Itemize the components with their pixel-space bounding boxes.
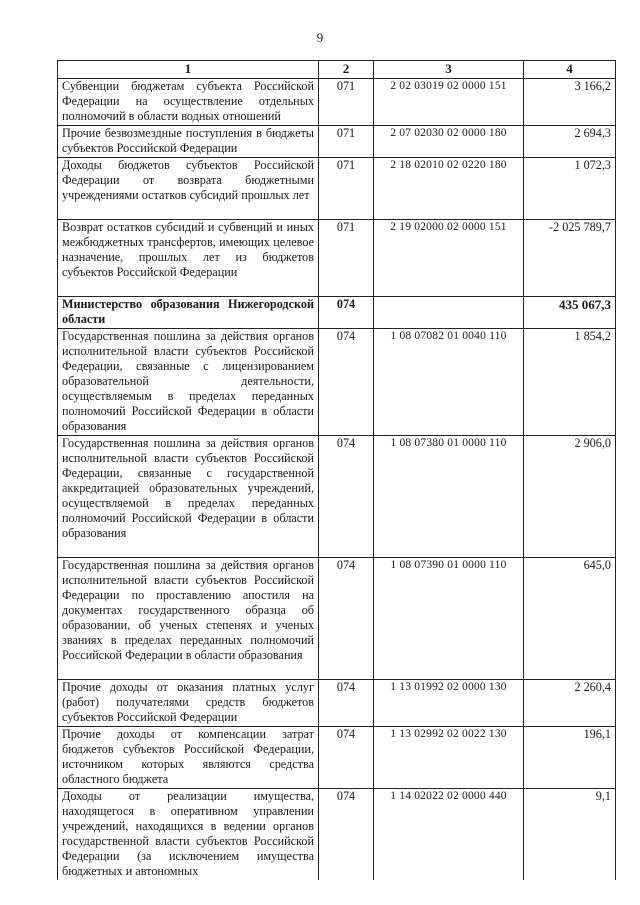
row-budget-code: 2 19 02000 02 0000 151 — [374, 220, 524, 297]
table-row — [58, 558, 616, 680]
ministry-total: 435 067,3 — [524, 297, 616, 329]
table-row — [58, 126, 616, 158]
row-budget-code: 1 08 07390 01 0000 110 — [374, 558, 524, 680]
row-amount: 2 906,0 — [524, 436, 616, 558]
row-admin-code: 071 — [319, 158, 374, 220]
table-row — [58, 158, 616, 220]
row-name: Государственная пошлина за действия органов исполнительной власти субъектов Российской Федерации по проставлению апостиля на документах государственного образца об образовании, об ученых степенях и ученых званиях в пределах переданных полномочий Российской Федерации в области образования — [58, 558, 319, 680]
row-name: Государственная пошлина за действия органов исполнительной власти субъектов Российской Федерации, связанные с лицензированием образовательной деятельности, осуществляемым в пределах переданных полномочий Российской Федерации в области образования — [58, 329, 319, 436]
table-row — [58, 727, 616, 789]
ministry-name: Министерство образования Нижегородской области — [58, 297, 319, 329]
column-header-amount: 4 — [524, 61, 616, 79]
row-admin-code: 074 — [319, 727, 374, 789]
row-amount: 645,0 — [524, 558, 616, 680]
row-admin-code: 071 — [319, 220, 374, 297]
row-budget-code: 2 07 02030 02 0000 180 — [374, 126, 524, 158]
row-amount: 2 260,4 — [524, 680, 616, 727]
column-header-admin: 2 — [319, 61, 374, 79]
row-name: Прочие безвозмездные поступления в бюджеты субъектов Российской Федерации — [58, 126, 319, 158]
row-name: Прочие доходы от оказания платных услуг (работ) получателями средств бюджетов субъектов Российской Федерации — [58, 680, 319, 727]
row-name: Субвенции бюджетам субъекта Российской Федерации на осуществление отдельных полномочий в области водных отношений — [58, 79, 319, 126]
table-row — [58, 789, 616, 881]
row-admin-code: 071 — [319, 79, 374, 126]
row-budget-code: 1 08 07380 01 0000 110 — [374, 436, 524, 558]
row-amount: 3 166,2 — [524, 79, 616, 126]
page-number: 9 — [316, 30, 324, 45]
column-header-code: 3 — [374, 61, 524, 79]
row-amount: 1 072,3 — [524, 158, 616, 220]
row-admin-code: 074 — [319, 558, 374, 680]
row-budget-code: 2 18 02010 02 0220 180 — [374, 158, 524, 220]
row-admin-code: 074 — [319, 436, 374, 558]
row-name: Возврат остатков субсидий и субвенций и иных межбюджетных трансфертов, имеющих целевое назначение, прошлых лет из бюджетов субъектов Российской Федерации — [58, 220, 319, 297]
row-budget-code: 2 02 03019 02 0000 151 — [374, 79, 524, 126]
row-budget-code: 1 14 02022 02 0000 440 — [374, 789, 524, 881]
column-header-name: 1 — [58, 61, 319, 79]
ministry-budget-code — [374, 297, 524, 329]
row-budget-code: 1 13 02992 02 0022 130 — [374, 727, 524, 789]
row-amount: -2 025 789,7 — [524, 220, 616, 297]
row-name: Доходы от реализации имущества, находящегося в оперативном управлении учреждений, находящихся в ведении органов государственной власти субъектов Российской Федерации (за исключением имущества бюджетных и автономных — [58, 789, 319, 881]
row-admin-code: 074 — [319, 680, 374, 727]
row-budget-code: 1 13 01992 02 0000 130 — [374, 680, 524, 727]
table-row — [58, 329, 616, 436]
ministry-admin-code: 074 — [319, 297, 374, 329]
revenue-table — [57, 60, 616, 880]
table-row — [58, 79, 616, 126]
row-name: Доходы бюджетов субъектов Российской Федерации от возврата бюджетными учреждениями остатков субсидий прошлых лет — [58, 158, 319, 220]
table-row — [58, 680, 616, 727]
row-admin-code: 071 — [319, 126, 374, 158]
ministry-row — [58, 297, 616, 329]
row-amount: 196,1 — [524, 727, 616, 789]
table-row — [58, 436, 616, 558]
row-name: Прочие доходы от компенсации затрат бюджетов субъектов Российской Федерации, источником которых являются средства областного бюджета — [58, 727, 319, 789]
table-header-row — [58, 61, 616, 79]
row-amount: 9,1 — [524, 789, 616, 881]
row-admin-code: 074 — [319, 789, 374, 881]
table-row — [58, 220, 616, 297]
row-budget-code: 1 08 07082 01 0040 110 — [374, 329, 524, 436]
row-admin-code: 074 — [319, 329, 374, 436]
row-amount: 2 694,3 — [524, 126, 616, 158]
row-amount: 1 854,2 — [524, 329, 616, 436]
row-name: Государственная пошлина за действия органов исполнительной власти субъектов Российской Федерации, связанные с государственной аккредитацией образовательных учреждений, осуществляемой в пределах переданных полномочий Российской Федерации в области образования — [58, 436, 319, 558]
